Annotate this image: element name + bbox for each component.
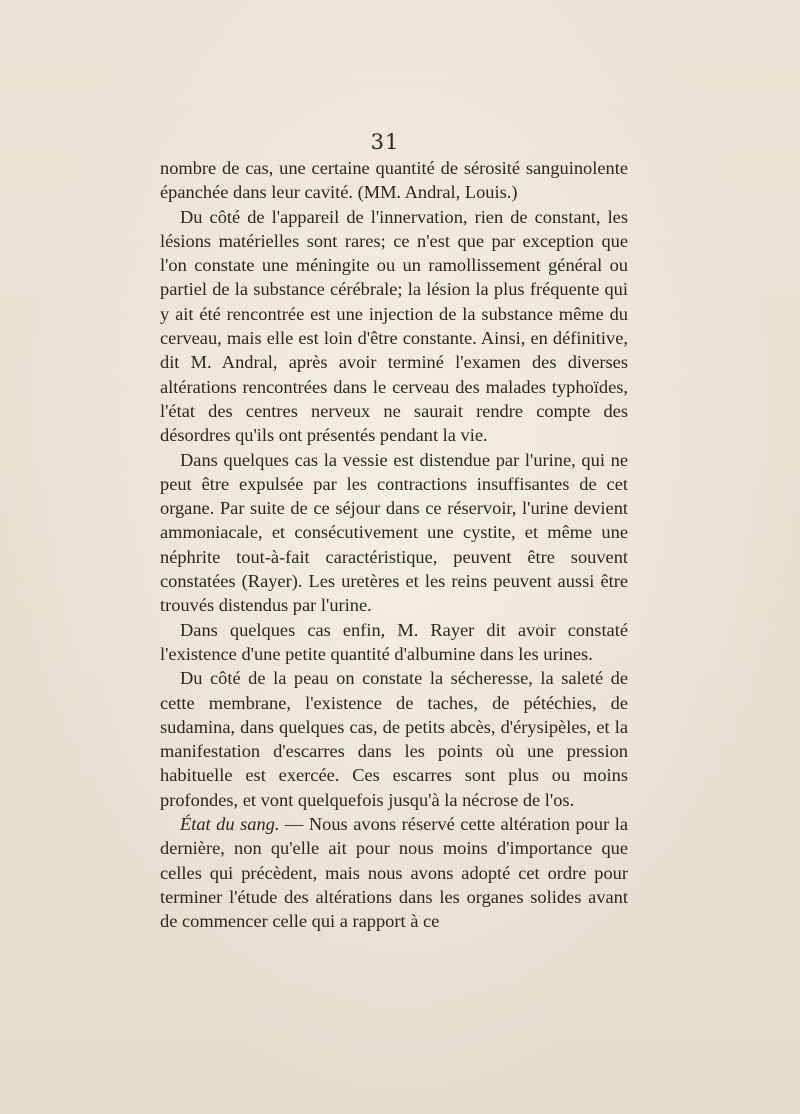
paragraph-6: [160, 812, 628, 933]
paragraph-3: Dans quelques cas la vessie est distendue par l'urine, qui ne peut être expulsée par les contractions insuffisantes de cet organe. Par suite de ce séjour dans ce réservoir, l'urine devient ammoniacale, et consécutivement une cystite, et même une néphrite tout-à-fait caractéristique, peuvent être souvent constatées (Rayer). Les uretères et les reins peuvent aussi être trouvés distendus par l'urine.: [160, 449, 628, 616]
paragraph-1: nombre de cas, une certaine quantité de sérosité sanguinolente épanchée dans leur cavité. (MM. Andral, Louis.): [160, 158, 628, 203]
paragraph-5: Du côté de la peau on constate la sécheresse, la saleté de cette membrane, l'existence de taches, de pétéchies, de sudamina, dans quelques cas, de petits abcès, d'érysipèles, et la manifestation d'escarres dans les points où une pression habituelle est exercée. Ces escarres sont plus ou moins profondes, et vont quelquefois jusqu'à la nécrose de l'os.: [160, 668, 628, 810]
page-number: 31: [370, 130, 400, 154]
paragraph-6-text: — Nous avons réservé cette altération pour la dernière, non qu'elle ait pour nous moins d'importance que celles qui précèdent, mais nous avons adopté cet ordre pour terminer l'étude des altérations dans les organes solides avant de commencer celle qui a rapport à ce: [160, 814, 628, 932]
body-text: [160, 156, 628, 934]
paragraph-2: Du côté de l'appareil de l'innervation, rien de constant, les lésions matérielles sont rares; ce n'est que par exception que l'on constate une méningite ou un ramollissement général ou partiel de la substance cérébrale; la lésion la plus fréquente qui y ait été rencontrée est une injection de la substance même du cerveau, mais elle est loin d'être constante. Ainsi, en définitive, dit M. Andral, après avoir terminé l'examen des diverses altérations rencontrées dans le cerveau des malades typhoïdes, l'état des centres nerveux ne saurait rendre compte des désordres qu'ils ont présentés pendant la vie.: [160, 206, 628, 446]
section-heading-etat-du-sang: État du sang.: [180, 814, 280, 835]
paragraph-4: Dans quelques cas enfin, M. Rayer dit avoir constaté l'existence d'une petite quantité d'albumine dans les urines.: [160, 619, 628, 664]
